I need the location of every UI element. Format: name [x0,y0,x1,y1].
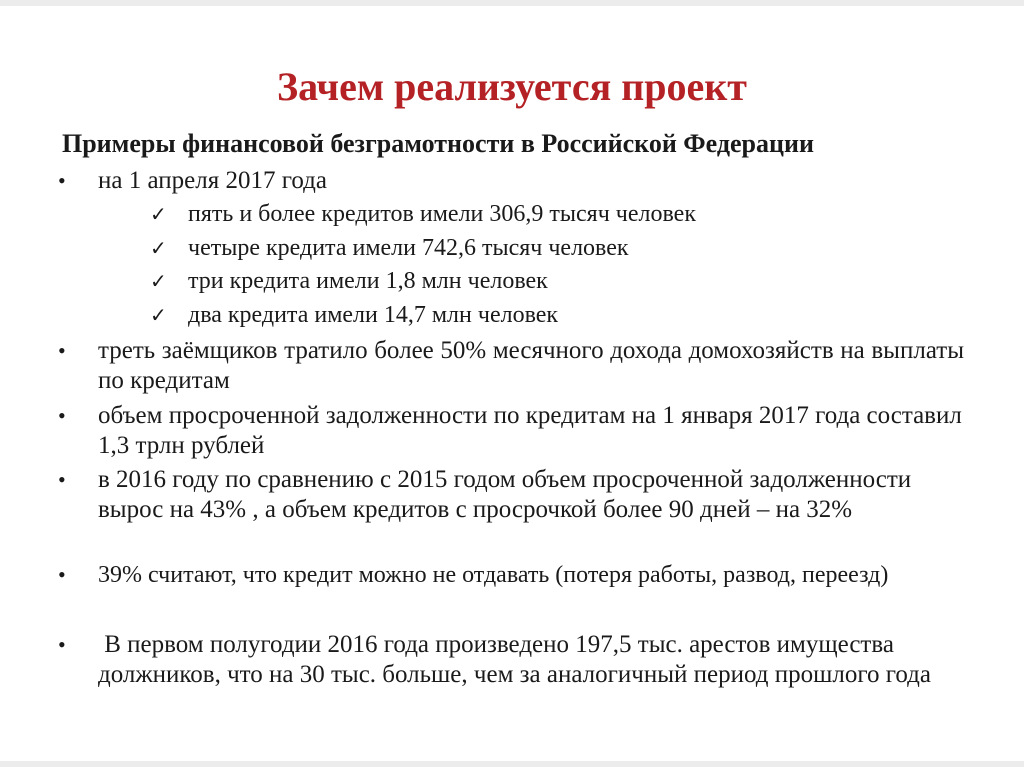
bullet-icon: • [58,562,66,587]
bullet-icon: • [58,632,66,657]
slide-bottom-border [0,761,1024,767]
bullet-icon: • [58,403,66,428]
list-item-text: В первом полугодии 2016 года произведено 197,5 тыс. арестов имущества должников, что на 30 тыс. больше, чем за аналогичный период прошлого года [98,631,931,688]
bullet-icon: • [58,467,66,492]
list-item-text: в 2016 году по сравнению с 2015 годом объем просроченной задолженности вырос на 43% , а объем кредитов с просрочкой более 90 дней – на 32% [98,466,912,523]
list-item-text: объем просроченной задолженности по кредитам на 1 января 2017 года составил 1,3 трлн рублей [98,402,962,459]
list-item-text: на 1 апреля 2017 года [98,167,327,194]
checkmark-icon: ✓ [150,236,167,260]
slide-title: Зачем реализуется проект [277,64,747,109]
bullet-icon: • [58,338,66,363]
bullet-icon: • [58,168,66,193]
checkmark-icon: ✓ [150,269,167,293]
slide-top-border [0,0,1024,6]
slide-subtitle: Примеры финансовой безграмотности в Российской Федерации [62,129,814,158]
checkmark-icon: ✓ [150,303,167,327]
sub-list-item-text: два кредита имели 14,7 млн человек [188,302,559,328]
sub-list-item-text: пять и более кредитов имели 306,9 тысяч человек [188,201,696,227]
checkmark-icon: ✓ [150,202,167,226]
sub-list-item-text: три кредита имели 1,8 млн человек [188,268,548,294]
sub-list-item-text: четыре кредита имели 742,6 тысяч человек [188,235,629,261]
list-item-text: треть заёмщиков тратило более 50% месячного дохода домохозяйств на выплаты по кредитам [98,337,964,394]
list-item-text: 39% считают, что кредит можно не отдавать (потеря работы, развод, переезд) [98,562,889,588]
